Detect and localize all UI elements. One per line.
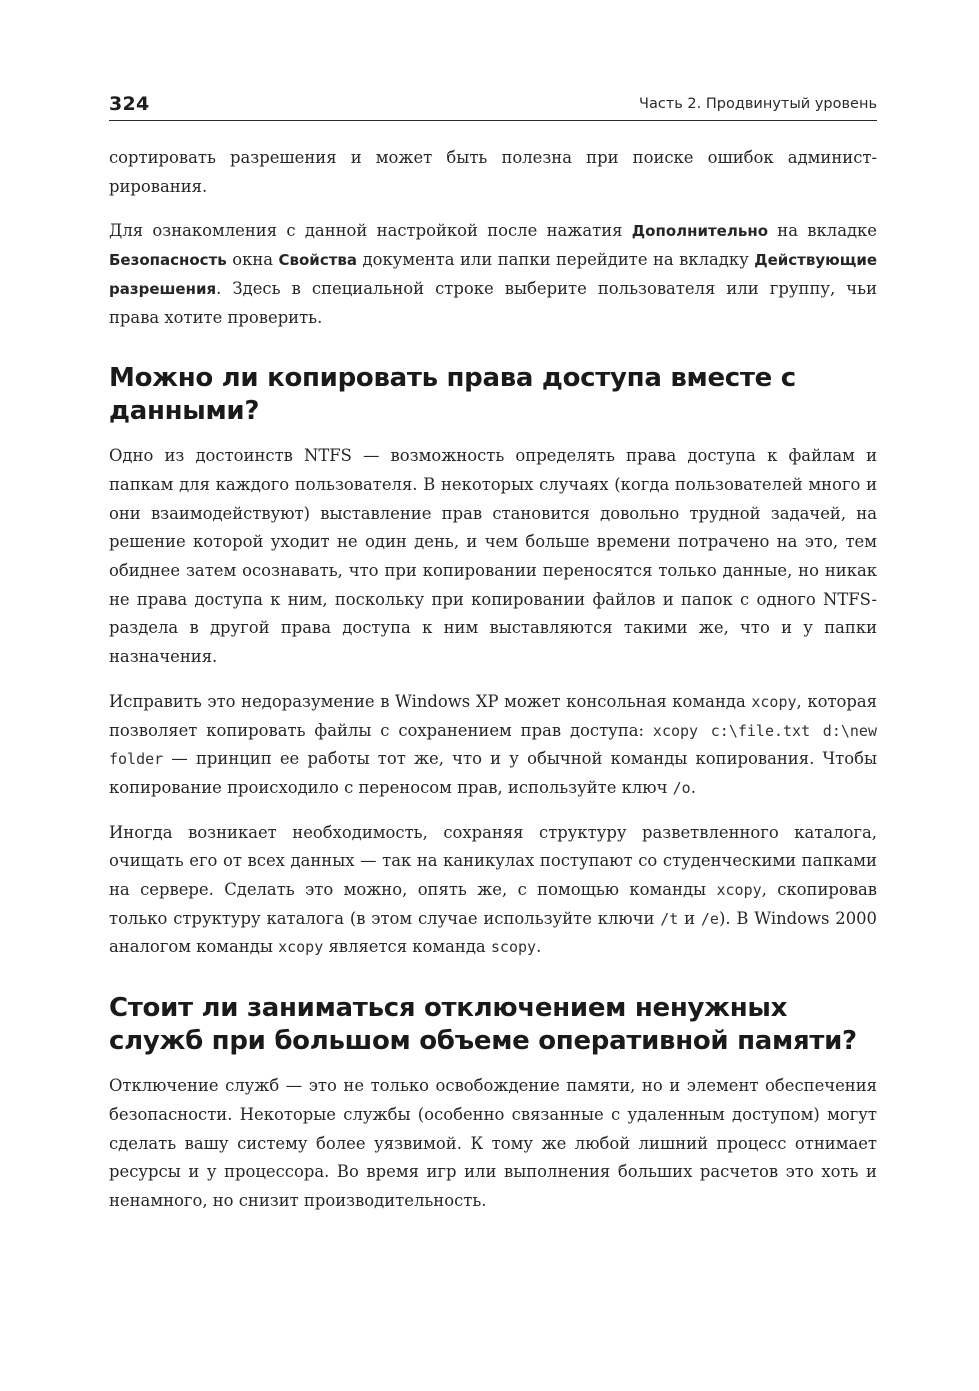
text-run: — принцип ее работы тот же, что и у обычной команды копирования. Чтобы копирование происходило с переносом прав, используйте ключ bbox=[109, 749, 877, 797]
paragraph-directory-structure bbox=[109, 819, 877, 963]
code-xcopy-example: xcopy c:\file.txt d:\new folder bbox=[109, 721, 877, 769]
paragraph-disable-services: Отключение служб — это не только освобождение памяти, но и элемент обеспечения безопасности. Некоторые службы (особенно связанные с удаленным доступом) могут сделать вашу систему более уязвимой. К тому же любой лишний процесс отнимает ресурсы и у процессора. Во время игр или выполнения больших расчетов это хоть и ненамного, но снизит производительность. bbox=[109, 1076, 877, 1210]
text-run: Исправить это недоразумение в Windows XP может консольная команда bbox=[109, 691, 752, 711]
code-xcopy: xcopy bbox=[278, 938, 324, 957]
section-heading-disable-services: Стоит ли заниматься отключением ненужных служб при большом объеме оперативной памяти? bbox=[109, 993, 857, 1057]
code-switch-o: /o bbox=[672, 778, 691, 797]
code-switch-t: /t bbox=[660, 909, 679, 928]
page-number: 324 bbox=[109, 93, 150, 115]
code-switch-e: /e bbox=[700, 909, 719, 928]
text-run: Для ознакомления с данной настройкой после нажатия bbox=[109, 221, 632, 241]
section-heading-copy-permissions: Можно ли копировать права доступа вместе с данными? bbox=[109, 363, 796, 427]
running-title: Часть 2. Продвинутый уровень bbox=[639, 96, 877, 112]
text-run: , скопировав только структуру каталога (в этом случае используйте ключи bbox=[109, 880, 877, 928]
ui-term-advanced: Дополнительно bbox=[631, 222, 768, 241]
text-run: документа или папки перейдите на вкладку bbox=[357, 250, 755, 270]
paragraph-continuation: сортировать разрешения и может быть полезна при поиске ошибок администрирования. bbox=[109, 148, 877, 196]
ui-term-properties: Свойства bbox=[278, 251, 358, 270]
page-body bbox=[109, 144, 877, 1232]
text-run: Иногда возникает необходимость, сохраняя структуру разветвленного каталога, очищать его от всех данных — так на каникулах поступают со студенческими папками на сервере. Сделать это можно, опять же, с помощью команды bbox=[109, 822, 877, 900]
code-xcopy: xcopy bbox=[716, 881, 762, 900]
paragraph-xcopy bbox=[109, 688, 877, 803]
text-run: . Здесь в специальной строке выберите пользователя или группу, чьи права хотите проверить. bbox=[109, 278, 877, 327]
paragraph-ntfs-permissions: Одно из достоинств NTFS — возможность определять права доступа к файлам и папкам для каждого пользователя. В некоторых случаях (когда пользователей много и они взаимодействуют) выставление прав становится довольно трудной задачей, на решение которой уходит не один день, и чем больше времени потрачено на это, тем обиднее затем осознавать, что при копировании переносятся только данные, но никак не права доступа к ним, поскольку при копировании файлов и папок с одного NTFS-раздела в другой права доступа к ним выставляются такими же, что и у папки назначения. bbox=[109, 446, 877, 667]
code-xcopy: xcopy bbox=[751, 692, 797, 711]
ui-term-effective-permissions: Действующие разрешения bbox=[109, 251, 877, 298]
text-run: . bbox=[690, 777, 696, 797]
page-header bbox=[109, 90, 877, 121]
text-run: , которая позволяет копировать файлы с сохранением прав доступа: bbox=[109, 691, 877, 740]
text-run: . bbox=[536, 937, 542, 957]
text-run: и bbox=[678, 908, 701, 928]
code-scopy: scopy bbox=[490, 938, 537, 957]
ui-term-security: Безопасность bbox=[109, 251, 227, 270]
text-run: на вкладке bbox=[768, 221, 877, 241]
paragraph-effective-permissions bbox=[109, 217, 877, 332]
text-run: окна bbox=[226, 250, 279, 270]
text-run: ). В Windows 2000 аналогом команды bbox=[109, 908, 877, 957]
text-run: является команда bbox=[323, 937, 491, 957]
